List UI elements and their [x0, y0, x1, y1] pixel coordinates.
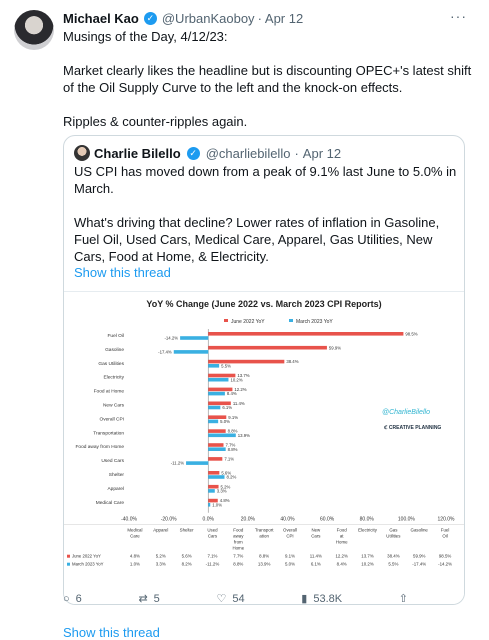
category-label: Food away from Home — [75, 445, 124, 451]
table-cell: 7.7% — [233, 553, 244, 559]
table-row-label: March 2023 YoY — [72, 561, 104, 567]
tweet-line: Market clearly likes the headline but is discounting OPEC+'s latest shift of the Oil Supply Curve to the left and the knock-on effects. — [63, 63, 472, 95]
table-header: Fuel — [440, 527, 450, 533]
table-cell: 1.0% — [129, 561, 140, 567]
data-label: 38.4% — [286, 359, 299, 365]
data-label: 13.9% — [237, 432, 250, 438]
data-label: 7.1% — [224, 456, 235, 462]
data-label: 8.2% — [226, 474, 237, 480]
category-label: Overall CPI — [99, 417, 124, 423]
quote-line: What's driving that decline? Lower rates of inflation in Gasoline, Fuel Oil, Used Cars, Medical Care, Apparel, Gas Utilities, New Cars, Food at Home, & Electricity. — [74, 215, 440, 264]
bar-march-2023 — [208, 420, 218, 424]
legend-swatch — [289, 319, 293, 322]
table-header: Electricity — [358, 527, 377, 533]
data-label: 5.5% — [221, 363, 231, 369]
table-header: Cars — [207, 533, 218, 539]
table-header: Oil — [442, 533, 448, 539]
table-header: at — [339, 533, 344, 539]
x-tick-label: 80.0% — [359, 516, 374, 523]
table-cell: 8.8% — [233, 561, 244, 567]
bar-march-2023 — [208, 364, 219, 368]
bar-june-2022 — [208, 457, 222, 461]
category-label: Electricity — [103, 375, 124, 381]
table-cell: 13.9% — [257, 561, 271, 567]
quote-author-handle: @charliebilello — [205, 145, 291, 161]
cpi-chart — [64, 292, 464, 605]
table-header: Used — [207, 527, 218, 533]
table-cell: 8.8% — [259, 553, 270, 559]
quote-author-name: Charlie Bilello — [94, 145, 181, 161]
bar-june-2022 — [208, 443, 223, 447]
quote-line: US CPI has moved down from a peak of 9.1% last June to 5.0% in March. — [74, 164, 457, 196]
table-header: CPI — [286, 533, 294, 539]
author-avatar[interactable] — [14, 10, 54, 50]
table-cell: 5.2% — [155, 553, 166, 559]
ellipsis-icon[interactable]: ··· — [450, 8, 467, 24]
table-header: from — [233, 539, 243, 545]
table-cell: 7.1% — [207, 553, 218, 559]
bar-march-2023 — [208, 406, 220, 410]
tweet-date[interactable]: Apr 12 — [264, 11, 304, 26]
retweet-icon: ⇄ — [138, 593, 148, 605]
watermark-text: @CharlieBilello — [382, 409, 430, 416]
view-count: 53.8K — [313, 592, 343, 605]
table-cell: 8.2% — [181, 561, 192, 567]
data-label: -17.4% — [158, 349, 172, 355]
chart-image[interactable] — [64, 291, 464, 605]
category-label: Apparel — [107, 486, 124, 492]
x-tick-label: -20.0% — [160, 516, 177, 523]
author-handle[interactable]: @UrbanKaoboy — [161, 11, 255, 26]
table-header: away — [233, 533, 244, 539]
table-cell: 12.2% — [335, 553, 348, 559]
x-tick-label: 120.0% — [437, 516, 455, 523]
table-header: Home — [232, 545, 245, 551]
table-cell: 6.1% — [310, 561, 321, 567]
table-header: Gasoline — [410, 527, 428, 533]
table-header: Medical — [127, 527, 143, 533]
verified-badge-icon: ✓ — [144, 12, 157, 25]
brand-logo: ℭ CREATIVE PLANNING — [384, 425, 442, 431]
show-thread-link-bottom[interactable]: Show this thread — [63, 625, 160, 640]
table-row-swatch — [67, 555, 70, 558]
data-label: 1.0% — [212, 502, 223, 508]
bar-march-2023 — [208, 475, 224, 479]
table-cell: -14.2% — [438, 561, 453, 567]
table-header: New — [311, 527, 321, 533]
table-header: Gas — [389, 527, 398, 533]
x-tick-label: -40.0% — [121, 516, 137, 523]
share-button[interactable] — [399, 592, 408, 605]
table-header: ation — [259, 533, 269, 539]
bar-june-2022 — [208, 346, 327, 350]
data-label: 59.9% — [328, 345, 342, 351]
table-header: Care — [130, 533, 140, 539]
like-count: 54 — [232, 592, 245, 605]
bar-june-2022 — [208, 471, 219, 475]
data-label: 11.4% — [232, 400, 245, 406]
category-label: Gas Utilities — [98, 361, 124, 367]
bar-march-2023 — [186, 461, 208, 465]
bar-march-2023 — [208, 378, 228, 382]
quote-date: Apr 12 — [302, 145, 342, 161]
like-button[interactable] — [216, 592, 244, 605]
table-header: Food — [233, 527, 244, 533]
table-header: Food — [336, 527, 347, 533]
heart-icon: ♡ — [216, 593, 227, 605]
data-label: 6.1% — [222, 405, 233, 411]
retweet-button[interactable] — [138, 592, 159, 605]
table-header: Overall — [283, 527, 297, 533]
tweet-line: Musings of the Day, 4/12/23: — [63, 29, 228, 44]
table-cell: 13.7% — [361, 553, 374, 559]
table-cell: 8.4% — [336, 561, 347, 567]
tweet-text — [63, 28, 475, 147]
x-tick-label: 40.0% — [280, 516, 295, 523]
table-cell: 10.2% — [361, 561, 374, 567]
bar-march-2023 — [174, 350, 208, 354]
retweet-count: 5 — [153, 592, 160, 605]
x-tick-label: 0.0% — [202, 516, 214, 523]
share-icon: ⇧ — [398, 593, 408, 605]
data-label: 8.8% — [227, 428, 238, 434]
legend-label: March 2023 YoY — [296, 319, 333, 325]
legend-label: June 2022 YoY — [231, 319, 265, 325]
reply-icon: ○ — [63, 592, 70, 605]
bar-march-2023 — [180, 336, 208, 340]
data-label: 4.8% — [219, 498, 230, 504]
category-label: Used Cars — [101, 459, 124, 465]
author-name[interactable]: Michael Kao — [63, 11, 139, 26]
data-label: 13.7% — [237, 373, 250, 379]
quote-header — [74, 145, 341, 161]
table-header: Apparel — [153, 527, 169, 533]
bar-june-2022 — [208, 360, 284, 364]
table-header: Home — [335, 539, 348, 545]
table-cell: 98.5% — [438, 553, 452, 559]
quote-author-avatar — [74, 145, 90, 161]
chart-title: YoY % Change (June 2022 vs. March 2023 CPI Reports) — [146, 299, 382, 309]
table-row-label: June 2022 YoY — [72, 553, 101, 559]
table-cell: 5.6% — [181, 553, 192, 559]
dot-separator: · — [257, 11, 262, 26]
bar-june-2022 — [208, 429, 225, 433]
bar-march-2023 — [208, 447, 225, 451]
data-label: 12.2% — [234, 387, 247, 392]
bar-march-2023 — [208, 503, 210, 507]
tweet-header — [63, 11, 303, 26]
data-label: -11.2% — [170, 460, 185, 466]
table-cell: 38.4% — [387, 553, 400, 559]
table-row-swatch — [67, 563, 70, 566]
table-cell: 9.1% — [284, 553, 296, 559]
bar-march-2023 — [208, 392, 225, 396]
data-label: 8.8% — [227, 446, 238, 452]
verified-badge-icon: ✓ — [187, 147, 200, 160]
data-label: -14.2% — [164, 335, 179, 341]
x-tick-label: 20.0% — [240, 516, 255, 523]
data-label: 5.0% — [220, 419, 230, 424]
quoted-tweet[interactable] — [63, 135, 465, 605]
action-bar — [63, 592, 408, 605]
data-label: 5.2% — [220, 484, 231, 490]
category-label: New Cars — [102, 403, 124, 409]
data-label: 10.2% — [230, 377, 243, 383]
table-cell: -17.4% — [412, 561, 427, 567]
table-header: Utilities — [386, 533, 401, 539]
bar-june-2022 — [208, 332, 403, 336]
x-tick-label: 100.0% — [397, 516, 415, 523]
table-cell: 5.5% — [388, 561, 399, 567]
table-header: Transport — [254, 527, 274, 533]
category-label: Medical Care — [95, 500, 124, 506]
category-label: Gasoline — [105, 347, 124, 353]
views-button[interactable] — [301, 592, 342, 605]
category-label: Shelter — [108, 473, 124, 478]
bar-march-2023 — [208, 489, 215, 493]
table-cell: 59.9% — [413, 553, 426, 559]
table-cell: 5.0% — [284, 561, 296, 567]
tweet-line: Ripples & counter-ripples again. — [63, 114, 248, 129]
reply-count: 6 — [75, 592, 82, 605]
legend-swatch — [224, 319, 228, 322]
data-label: 3.3% — [216, 488, 227, 494]
category-label: Food at Home — [93, 389, 124, 395]
table-cell: 4.8% — [129, 553, 140, 559]
table-cell: -11.2% — [205, 561, 220, 567]
category-label: Transportation — [93, 431, 124, 437]
data-label: 8.4% — [226, 391, 237, 397]
table-header: Cars — [311, 533, 321, 539]
analytics-icon: ▮ — [301, 593, 308, 605]
data-label: 5.6% — [221, 470, 232, 476]
table-cell: 11.4% — [309, 553, 322, 559]
show-thread-link[interactable]: Show this thread — [74, 265, 171, 280]
bar-march-2023 — [208, 434, 236, 438]
x-tick-label: 60.0% — [320, 516, 335, 523]
reply-button[interactable] — [63, 592, 82, 605]
table-header: Shelter — [179, 527, 194, 533]
table-cell: 3.3% — [155, 561, 166, 567]
category-label: Fuel Oil — [107, 334, 124, 339]
data-label: 7.7% — [225, 442, 236, 448]
data-label: 98.5% — [405, 331, 418, 337]
data-label: 9.1% — [228, 414, 239, 420]
dot-separator: · — [294, 145, 299, 161]
